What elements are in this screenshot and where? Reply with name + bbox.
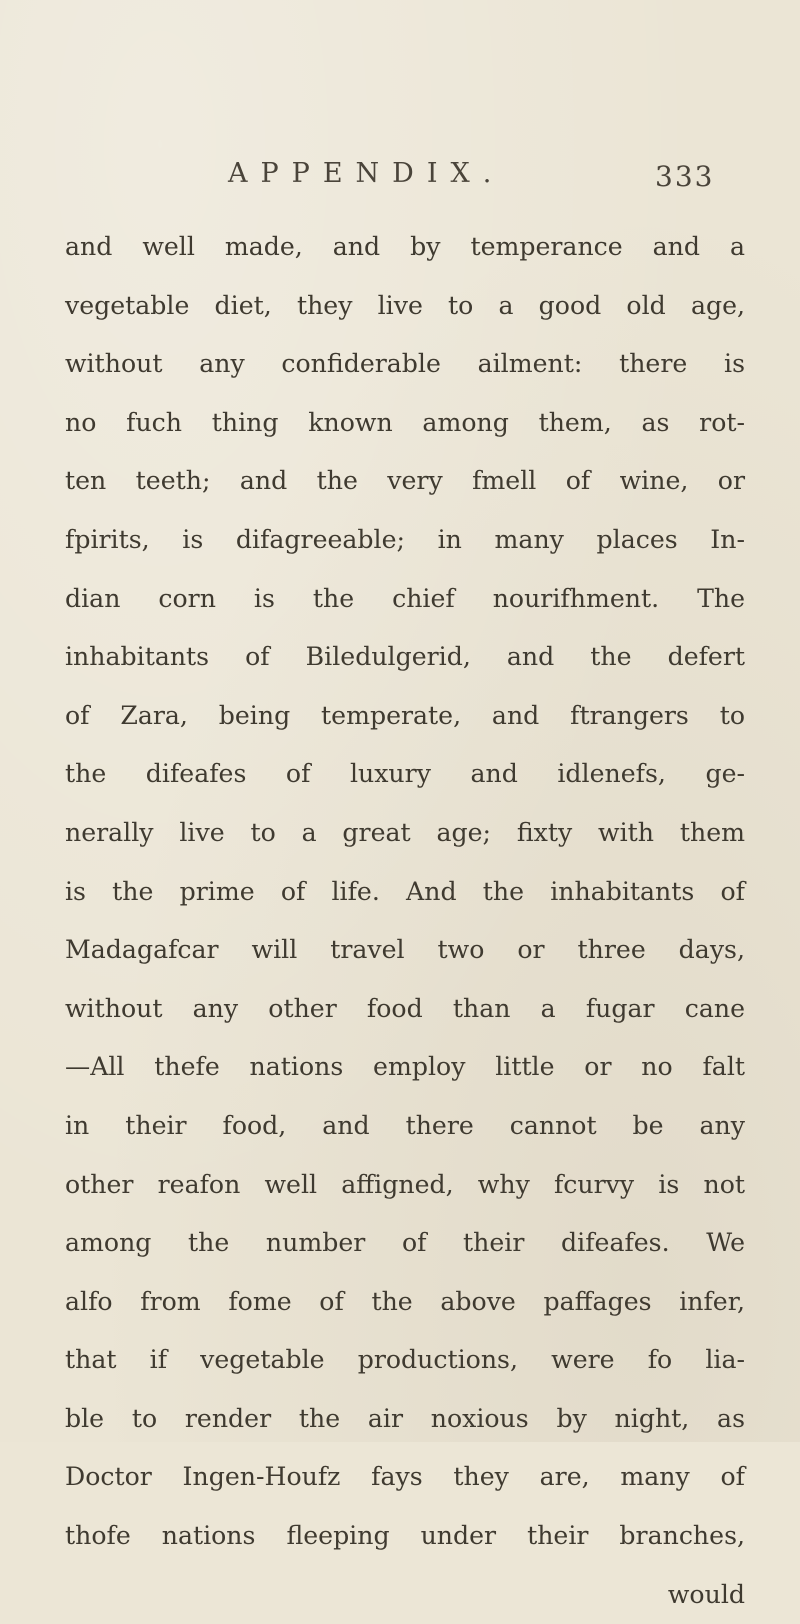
text-line: without any other food than a fugar cane xyxy=(65,993,745,1023)
text-line: ten teeth; and the very fmell of wine, or xyxy=(65,466,745,496)
text-line: nerally live to a great age; fixty with them xyxy=(65,817,745,847)
page-header xyxy=(0,130,800,193)
text-line: Madagafcar will travel two or three days, xyxy=(65,935,745,965)
catchword: would xyxy=(667,1579,745,1609)
text-line: the difeafes of luxury and idlenefs, ge- xyxy=(65,759,745,789)
text-line: inhabitants of Biledulgerid, and the defert xyxy=(65,642,745,672)
text-line: Doctor Ingen-Houfz fays they are, many of xyxy=(65,1462,745,1492)
text-line: is the prime of life. And the inhabitants of xyxy=(65,876,745,906)
text-line: in their food, and there cannot be any xyxy=(65,1110,745,1140)
text-line: and well made, and by temperance and a xyxy=(65,232,745,261)
text-line: fpirits, is difagreeable; in many places In- xyxy=(65,524,745,554)
text-line: without any confiderable ailment: there is xyxy=(65,349,745,379)
text-line: —All thefe nations employ little or no falt xyxy=(65,1052,745,1082)
text-line: no fuch thing known among them, as rot- xyxy=(65,407,745,437)
text-line: among the number of their difeafes. We xyxy=(65,1228,745,1258)
text-line: ble to render the air noxious by night, as xyxy=(65,1403,745,1433)
text-line: of Zara, being temperate, and ftrangers to xyxy=(65,700,745,730)
text-line: dian corn is the chief nourifhment. The xyxy=(65,583,745,613)
text-line: vegetable diet, they live to a good old age, xyxy=(65,290,745,320)
running-head: APPENDIX. xyxy=(228,158,505,189)
body-text xyxy=(65,218,745,1624)
text-line: thofe nations fleeping under their branches, xyxy=(65,1521,745,1551)
text-line: other reafon well affigned, why fcurvy is not xyxy=(65,1169,745,1199)
text-line: that if vegetable productions, were fo lia- xyxy=(65,1345,745,1375)
text-line: alfo from fome of the above paffages infer, xyxy=(65,1286,745,1316)
page-number: 333 xyxy=(655,160,715,193)
